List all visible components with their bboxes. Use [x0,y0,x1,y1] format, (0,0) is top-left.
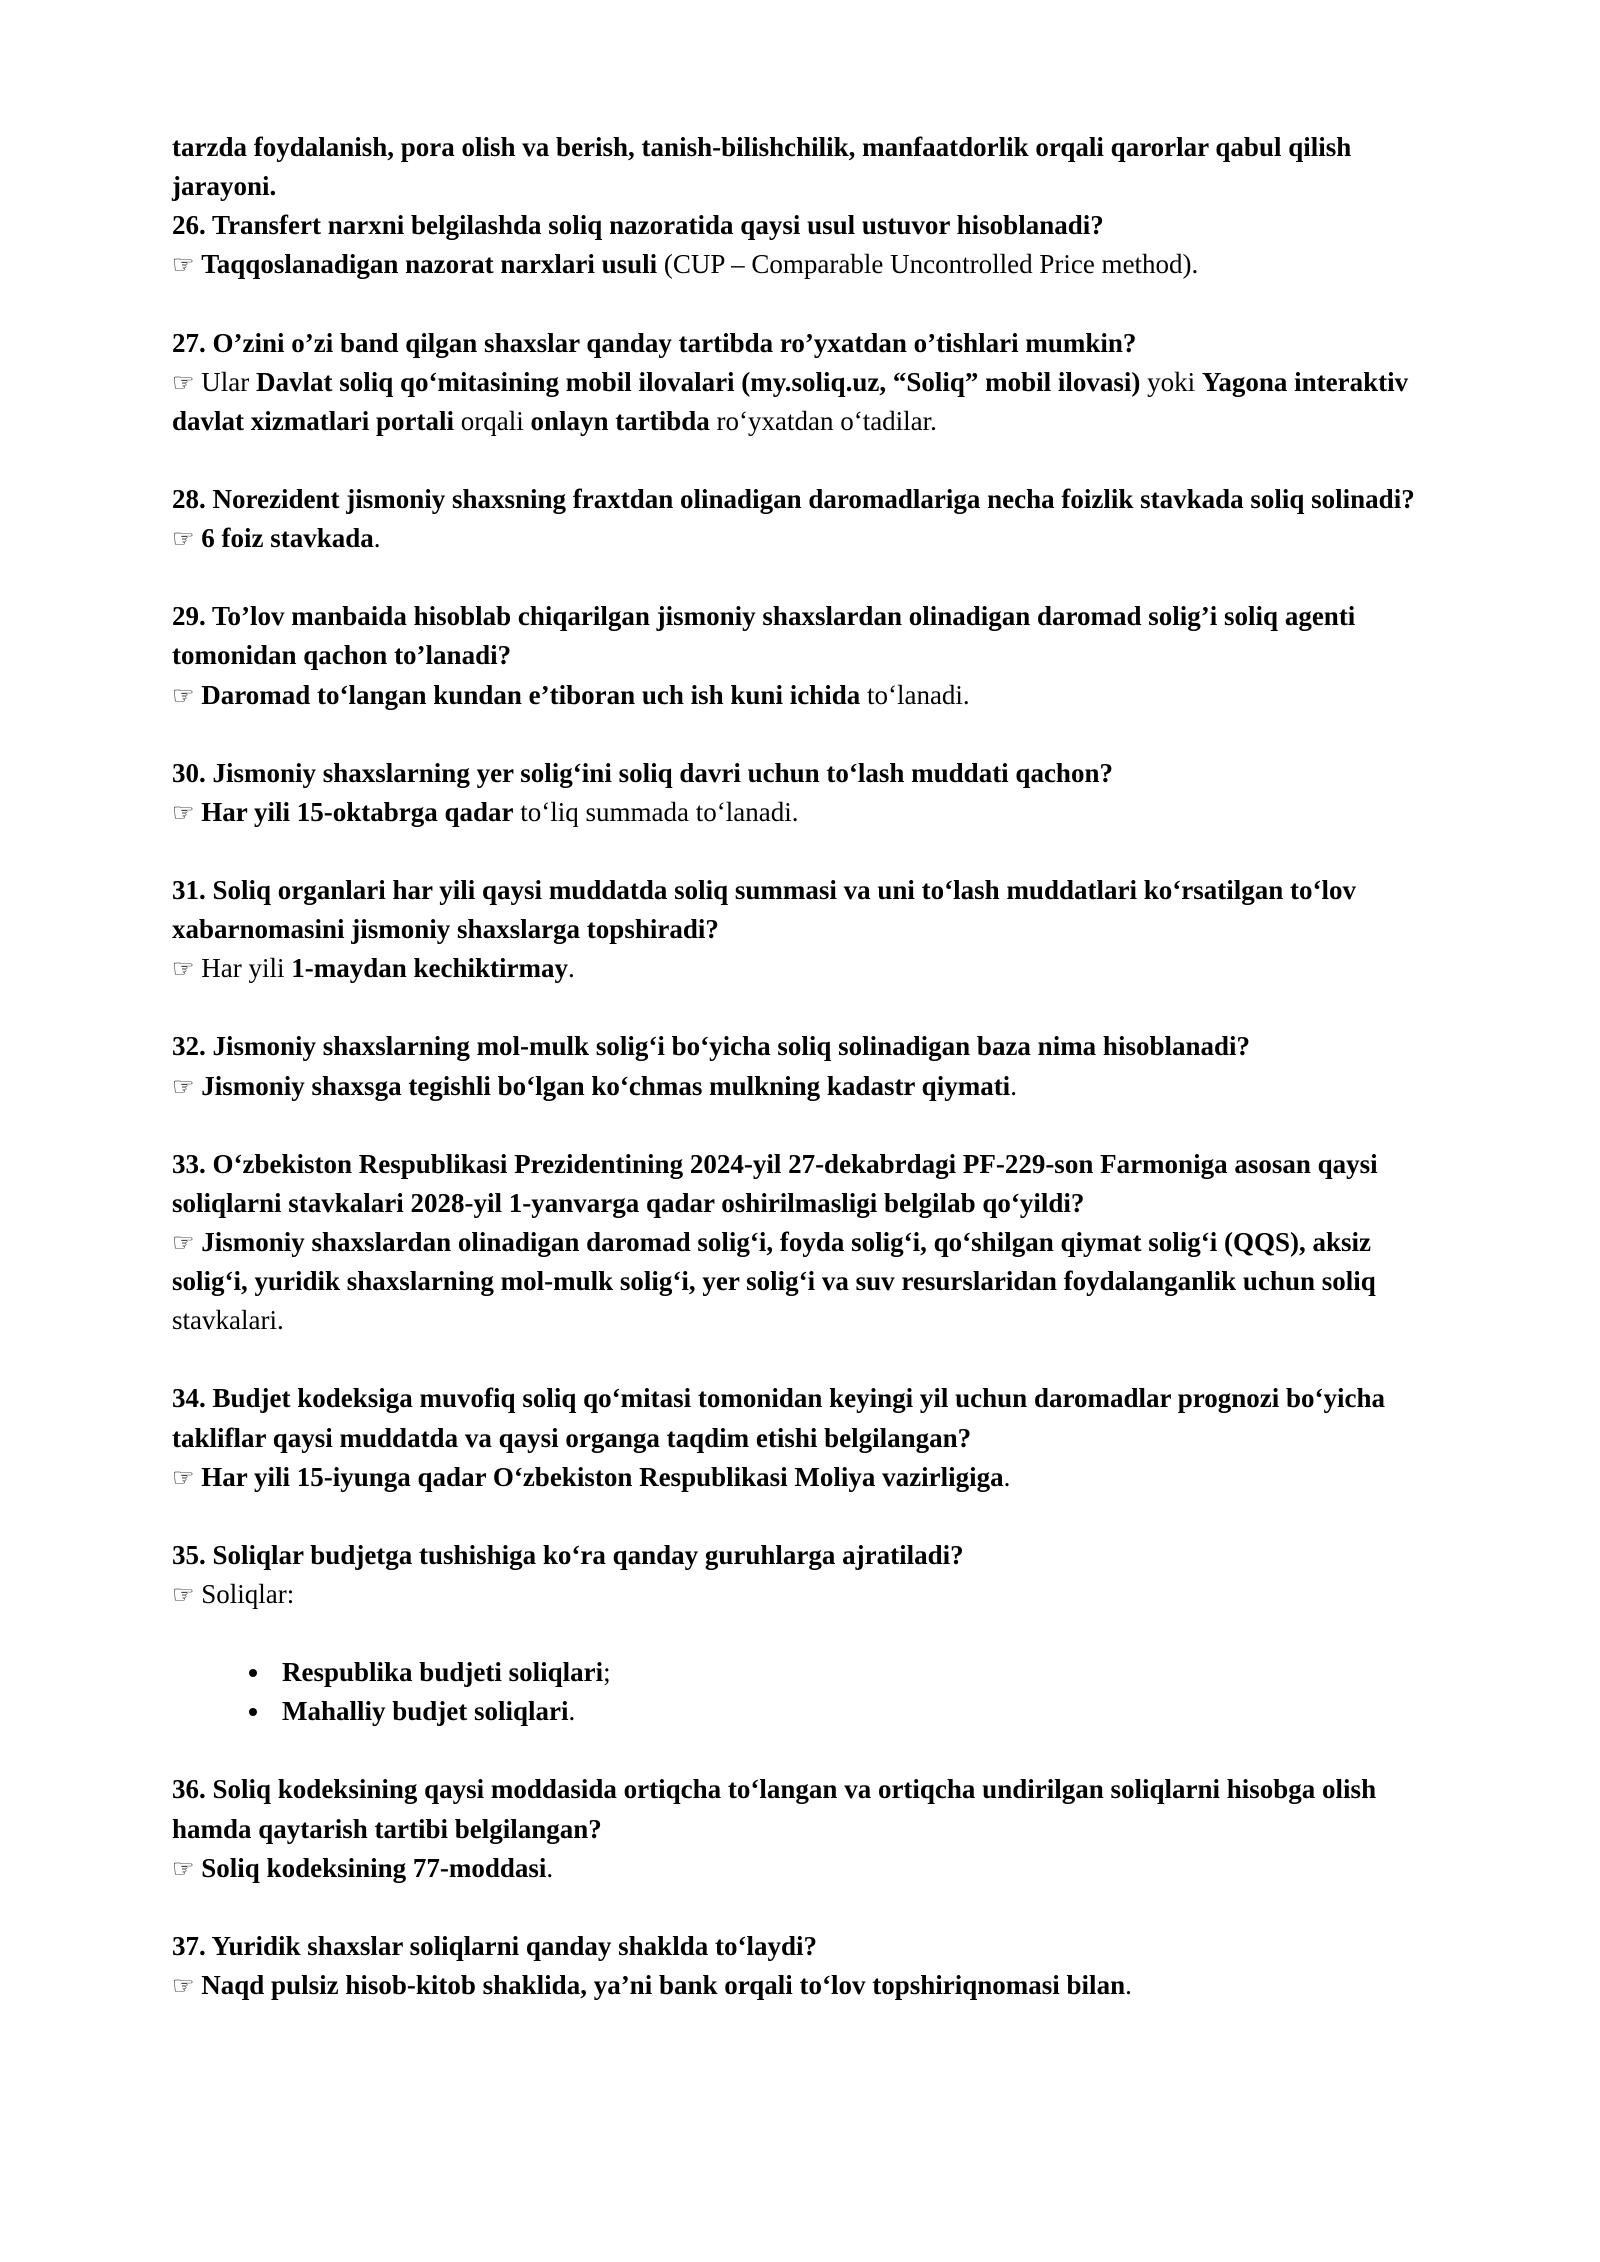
text-run: Jismoniy shaxslardan olinadigan daromad soligʻi, foyda soligʻi, qoʻshilgan qiymat soligʻi (QQS), aksiz soligʻi, yuridik shaxslarning mol-mulk soligʻi, yer soligʻi va suv resurslaridan foydalanganlik uchun soliq [172,1226,1376,1297]
answer-text [172,949,1430,988]
question-text [172,1770,1430,1848]
answer-text [172,1849,1430,1888]
answer-text [172,1575,1430,1614]
qa-block [172,1770,1430,1887]
question-text [172,597,1430,675]
question-text [172,871,1430,949]
text-run: . [546,1852,554,1883]
answer-text [172,1458,1430,1497]
answer-text [172,1067,1430,1106]
question-text [172,754,1430,793]
pointing-hand-icon: ☞ [172,1227,195,1257]
list-item [272,1653,1430,1692]
question-text [172,1027,1430,1066]
text-run: 29. To’lov manbaida hisoblab chiqarilgan jismoniy shaxslardan olinadigan daromad solig’i soliq agenti tomonidan qachon to’lanadi? [172,601,1356,671]
pointing-hand-icon: ☞ [172,367,195,397]
answer-text [172,676,1430,715]
qa-block [172,871,1430,988]
question-text [172,480,1430,519]
qa-block [172,597,1430,714]
qa-block [172,1027,1430,1105]
text-run: . [1010,1070,1017,1101]
pointing-hand-icon: ☞ [172,1579,195,1609]
text-run: Soliqlar: [201,1578,295,1609]
pointing-hand-icon: ☞ [172,1853,195,1883]
text-run: . [1003,1461,1011,1492]
text-run: Davlat soliq qoʻmitasining mobil ilovalari (my.soliq.uz, “Soliq” mobil ilovasi) [256,366,1141,397]
text-run: . [568,1696,576,1727]
pointing-hand-icon: ☞ [172,1462,195,1492]
qa-block [172,1145,1430,1341]
text-run: Har yili [201,953,292,984]
text-run: roʻyxatdan oʻtadilar. [709,405,937,436]
text-run: Naqd pulsiz hisob-kitob shaklida, ya’ni bank orqali toʻlov topshiriqnomasi bilan [201,1969,1126,2000]
text-run: 35. Soliqlar budjetga tushishiga koʻra qanday guruhlarga ajratiladi? [172,1539,964,1570]
text-run: Ular [201,366,256,397]
question-text [172,206,1430,245]
answer-text [172,245,1430,284]
list-item [272,1692,1430,1731]
document-content [172,128,1430,2005]
text-run: 36. Soliq kodeksining qaysi moddasida ortiqcha toʻlangan va ortiqcha undirilgan soliqlarni hisobga olish hamda qaytarish tartibi belgilangan? [172,1774,1377,1844]
text-run: . [568,953,575,984]
text-run: Yagona interaktiv davlat xizmatlari portali [172,366,1409,436]
text-run: Har yili 15-iyunga qadar Oʻzbekiston Respublikasi Moliya vazirligiga [201,1461,1004,1492]
question-text [172,1145,1430,1223]
pointing-hand-icon: ☞ [172,1970,195,2000]
text-run: onlayn tartibda [530,405,710,436]
pointing-hand-icon: ☞ [172,797,195,827]
qa-block [172,1536,1430,1614]
text-run: 26. Transfert narxni belgilashda soliq nazoratida qaysi usul ustuvor hisoblanadi? [172,210,1104,241]
text-run: Daromad toʻlangan kundan e’tiboran uch ish kuni ichida [201,679,861,710]
question-text [172,324,1430,363]
qa-block [172,206,1430,284]
paragraph [172,128,1430,206]
text-run: Har yili 15-oktabrga qadar [201,796,514,827]
pointing-hand-icon: ☞ [172,250,195,280]
bullet-list [172,1653,1430,1731]
text-run: 1-maydan kechiktirmay [291,953,568,984]
text-run: Taqqoslanadigan nazorat narxlari usuli [201,249,658,280]
text-run: orqali [453,405,531,436]
answer-text [172,519,1430,558]
text-run: . [373,523,381,554]
qa-block [172,1379,1430,1496]
text-run: 37. Yuridik shaxslar soliqlarni qanday shaklda toʻlaydi? [172,1930,817,1961]
text-run: ; [603,1657,611,1688]
text-run: yoki [1140,366,1202,397]
answer-text [172,363,1430,441]
text-run: 32. Jismoniy shaxslarning mol-mulk soligʻi boʻyicha soliq solinadigan baza nima hisoblanadi? [172,1031,1251,1062]
pointing-hand-icon: ☞ [172,954,195,984]
qa-block [172,480,1430,558]
text-run: Mahalliy budjet soliqlari [282,1696,569,1727]
text-run: 30. Jismoniy shaxslarning yer soligʻini soliq davri uchun toʻlash muddati qachon? [172,757,1113,788]
text-run: tarzda foydalanish, pora olish va berish, tanish-bilishchilik, manfaatdorlik orqali qarorlar qabul qilish jarayoni. [172,132,1352,202]
answer-text [172,793,1430,832]
answer-text [172,1966,1430,2005]
pointing-hand-icon: ☞ [172,524,195,554]
text-run: Jismoniy shaxsga tegishli boʻlgan koʻchmas mulkning kadastr qiymati [201,1070,1011,1101]
text-run: 28. Norezident jismoniy shaxsning fraxtdan olinadigan daromadlariga necha foizlik stavkada soliq solinadi? [172,483,1415,514]
text-run: 31. Soliq organlari har yili qaysi muddatda soliq summasi va uni toʻlash muddatlari koʻrsatilgan toʻlov xabarnomasini jismoniy shaxslarga topshiradi? [172,874,1356,945]
text-run: 34. Budjet kodeksiga muvofiq soliq qoʻmitasi tomonidan keyingi yil uchun daromadlar prognozi boʻyicha takliflar qaysi muddatda va qaysi organga taqdim etishi belgilangan? [172,1383,1385,1453]
text-run: 27. O’zini o’zi band qilgan shaxslar qanday tartibda ro’yxatdan o’tishlari mumkin? [172,327,1137,358]
qa-block [172,1927,1430,2005]
pointing-hand-icon: ☞ [172,1071,195,1101]
text-run: Respublika budjeti soliqlari [282,1657,604,1688]
question-text [172,1927,1430,1966]
qa-block [172,754,1430,832]
pointing-hand-icon: ☞ [172,680,195,710]
qa-block [172,324,1430,441]
text-run: 6 foiz stavkada [201,523,374,554]
text-run: . [1125,1969,1132,2000]
text-run: toʻliq summada toʻlanadi. [513,796,799,827]
text-run: (CUP – Comparable Uncontrolled Price method). [657,249,1199,280]
question-text [172,1379,1430,1457]
text-run: stavkalari. [172,1305,284,1336]
text-run: 33. Oʻzbekiston Respublikasi Prezidentining 2024-yil 27-dekabrdagi PF-229-son Farmoniga asosan qaysi soliqlarni stavkalari 2028-yil 1-yanvarga qadar oshirilmasligi belgilab qoʻyildi? [172,1148,1378,1218]
question-text [172,1536,1430,1575]
answer-text [172,1223,1430,1340]
text-run: toʻlanadi. [860,679,970,710]
text-run: Soliq kodeksining 77-moddasi [201,1852,547,1883]
